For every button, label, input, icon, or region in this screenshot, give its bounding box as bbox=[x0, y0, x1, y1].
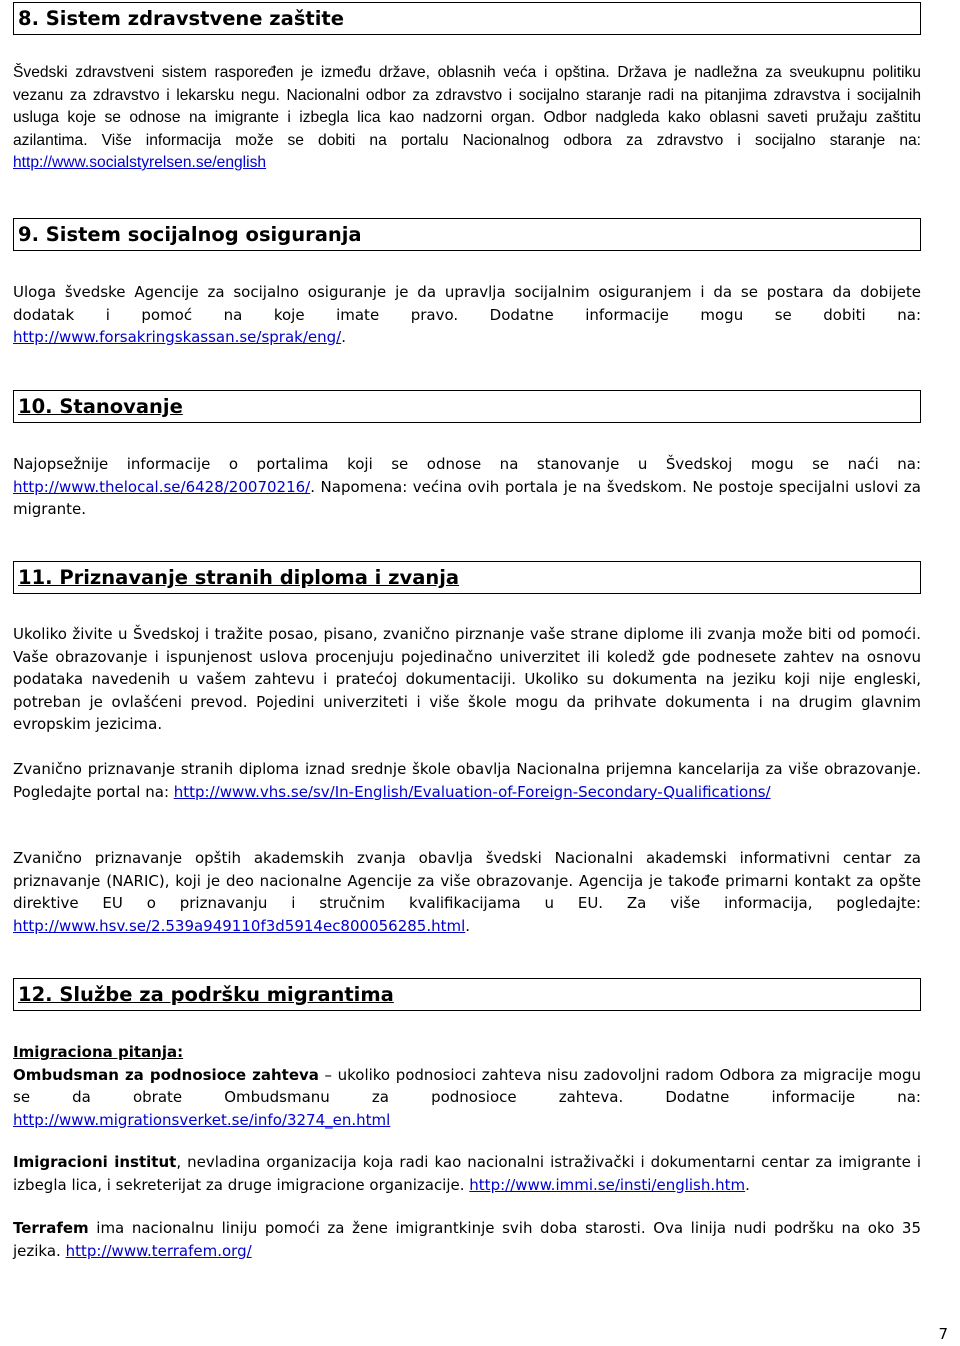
page-number: 7 bbox=[938, 1325, 948, 1343]
immi-link[interactable]: http://www.immi.se/insti/english.htm bbox=[469, 1175, 746, 1194]
section-9-text: Uloga švedske Agencije za socijalno osiguranje je da upravlja socijalnim osiguranjem i da se postara da dobijete dodatak i pomoć na koje imate pravo. Dodatne informacije mogu se dobiti na: bbox=[13, 283, 921, 324]
section-11-paragraph-1 bbox=[13, 623, 921, 736]
section-11-paragraph-2 bbox=[13, 758, 921, 803]
section-9-paragraph bbox=[13, 281, 921, 349]
section-10-heading bbox=[13, 390, 921, 423]
institut-after: . bbox=[745, 1175, 750, 1194]
section-12-paragraph-institut bbox=[13, 1151, 921, 1196]
section-8-text: Švedski zdravstveni sistem raspoređen je između države, oblasnih veća i opština. Država je nadležna za sveukupnu politiku vezanu za zdravstvo i lekarsku negu. Nacionalni odbor za zdravstvo i socijalno staranje radi na pitanjima zdravstva i socijalnih usluga koje se odnose na imigrante i izbegla lica kao nadzorni organ. Odbor nadgleda kako oblasni saveti pružaju zaštitu azilantima. Više informacija može se dobiti na portalu Nacionalnog odbora za zdravstvo i socijalno staranje na: bbox=[13, 64, 921, 149]
section-12-paragraph-terrafem bbox=[13, 1217, 921, 1262]
section-11-heading bbox=[13, 561, 921, 594]
section-12-heading bbox=[13, 978, 921, 1011]
hsv-link[interactable]: http://www.hsv.se/2.539a949110f3d5914ec800056285.html bbox=[13, 916, 466, 935]
ombudsman-text: – ukoliko podnosioci zahteva nisu zadovoljni radom Odbora za migracije mogu se da obrate Ombudsmanu za podnosioce zahteva. Dodatne informacije na: bbox=[13, 1065, 921, 1106]
section-10-title: 10. Stanovanje bbox=[18, 395, 183, 418]
ombudsman-label: Ombudsman za podnosioce zahteva bbox=[13, 1065, 319, 1084]
section-11-title: 11. Priznavanje stranih diploma i zvanja bbox=[18, 566, 460, 589]
section-11-text-3: Zvanično priznavanje opštih akademskih zvanja obavlja švedski Nacionalni akademski informativni centar za priznavanje (NARIC), koji je deo nacionalne Agencije za više obrazovanje. Agencija je takođe primarni kontakt za opšte direktive EU o priznavanju i stručnim kvalifikacijama u EU. Za više informacija, pogledajte: bbox=[13, 849, 921, 912]
thelocal-link[interactable]: http://www.thelocal.se/6428/20070216/ bbox=[13, 477, 311, 496]
forsakringskassan-link[interactable]: http://www.forsakringskassan.se/sprak/eng/ bbox=[13, 328, 342, 346]
section-10-after: . Napomena: većina ovih portala je na švedskom. Ne postoje specijalni uslovi za migrante. bbox=[13, 477, 921, 518]
migrationsverket-link[interactable]: http://www.migrationsverket.se/info/3274_en.html bbox=[13, 1110, 391, 1129]
terrafem-link[interactable]: http://www.terrafem.org/ bbox=[65, 1241, 252, 1260]
section-12-title: 12. Službe za podršku migrantima bbox=[18, 983, 394, 1006]
section-9-after: . bbox=[341, 328, 346, 346]
section-8-title: 8. Sistem zdravstvene zaštite bbox=[18, 7, 344, 30]
section-9-heading bbox=[13, 218, 921, 251]
section-8-heading bbox=[13, 2, 921, 35]
section-8-paragraph bbox=[13, 62, 921, 175]
institut-text: , nevladina organizacija koja radi kao nacionalni istraživački i dokumentarni centar za imigrante i izbegla lica, i sekreterijat za druge imigracione organizacije. bbox=[13, 1153, 921, 1194]
vhs-link[interactable]: http://www.vhs.se/sv/In-English/Evaluation-of-Foreign-Secondary-Qualifications/ bbox=[173, 782, 771, 801]
section-11-text-2: Zvanično priznavanje stranih diploma iznad srednje škole obavlja Nacionalna prijemna kancelarija za više obrazovanje. Pogledajte portal na: bbox=[13, 760, 921, 801]
section-11-paragraph-3 bbox=[13, 847, 921, 937]
section-11-text-1: Ukoliko živite u Švedskoj i tražite posao, pisano, zvanično pirznanje vaše strane diplome ili zvanja može biti od pomoći. Vaše obrazovanje i ispunjenost uslova procenjuju pojedinačno univerzitet ili koledž gde podnesete zahtev na osnovu podataka navedenih u vašem zahtevu i pratećoj dokumentaciji. Ukoliko su dokumenta na jeziku koji nije engleski, potreban je ovlašćeni prevod. Pojedini univerziteti i više škole mogu da prihvate dokumenta i na drugim glavnim evropskim jezicima. bbox=[13, 625, 921, 733]
section-10-text: Najopsežnije informacije o portalima koji se odnose na stanovanje u Švedskoj mogu se naći na: bbox=[13, 455, 921, 473]
section-11-after: . bbox=[465, 916, 471, 935]
institut-label: Imigracioni institut bbox=[13, 1153, 177, 1171]
section-10-paragraph bbox=[13, 453, 921, 521]
terrafem-label: Terrafem bbox=[13, 1219, 89, 1237]
section-9-title: 9. Sistem socijalnog osiguranja bbox=[18, 223, 362, 246]
terrafem-text: ima nacionalnu liniju pomoći za žene imigrantkinje svih doba starosti. Ova linija nudi podršku na oko 35 jezika. bbox=[13, 1219, 921, 1260]
socialstyrelsen-link[interactable]: http://www.socialstyrelsen.se/english bbox=[13, 154, 267, 171]
section-12-paragraph-ombudsman bbox=[13, 1041, 921, 1131]
immigration-subheading: Imigraciona pitanja: bbox=[13, 1043, 184, 1061]
